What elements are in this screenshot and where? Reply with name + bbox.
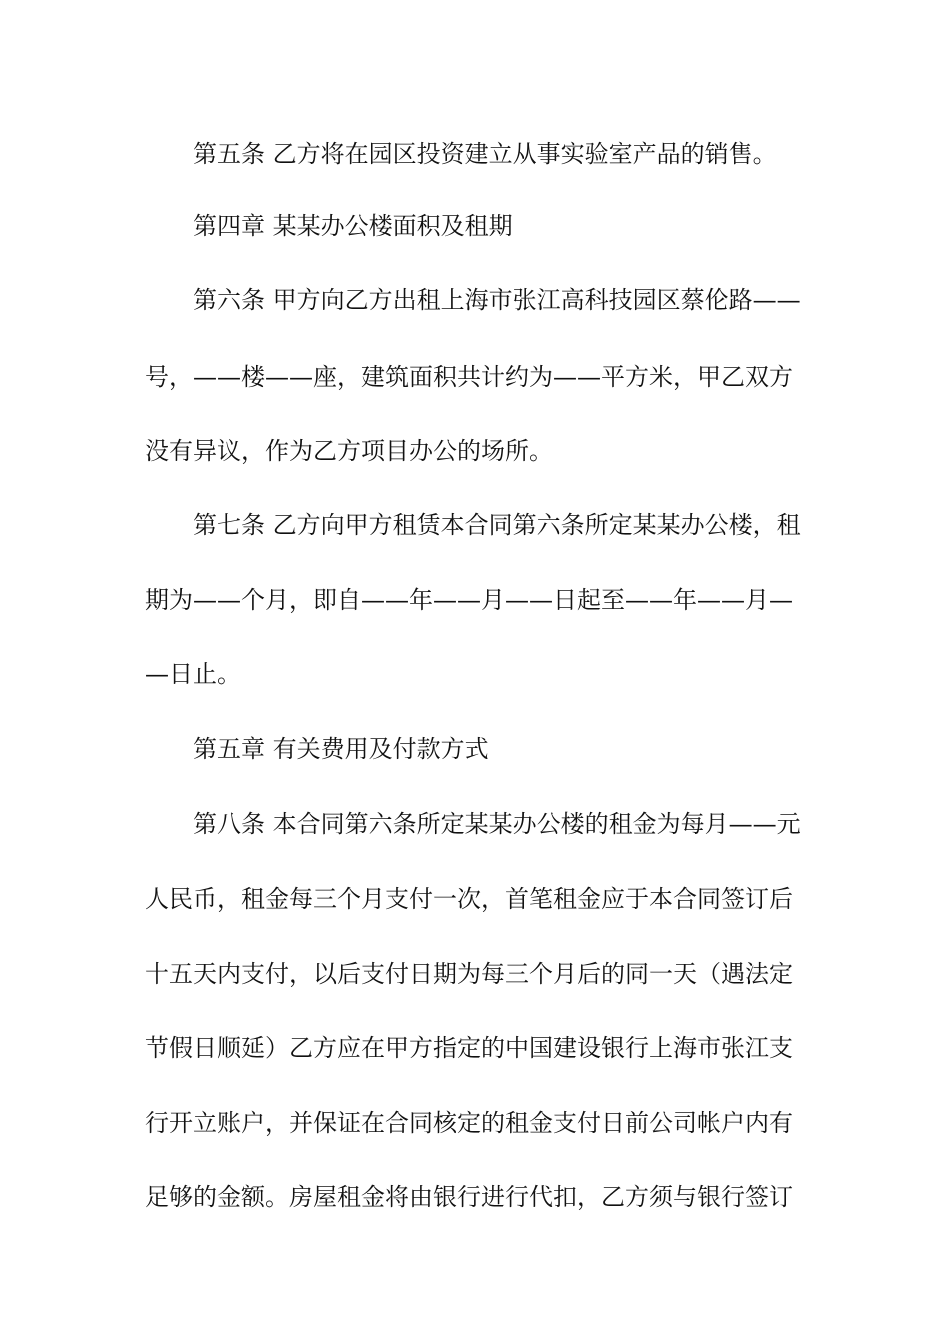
article-8-line-6: 足够的金额。房屋租金将由银行进行代扣，乙方须与银行签订	[145, 1183, 793, 1211]
article-7-line-1: 第七条 乙方向甲方租赁本合同第六条所定某某办公楼，租	[193, 511, 801, 539]
chapter-4-heading: 第四章 某某办公楼面积及租期	[193, 212, 513, 240]
article-8-line-3: 十五天内支付，以后支付日期为每三个月后的同一天（遇法定	[145, 960, 793, 988]
chapter-5-heading: 第五章 有关费用及付款方式	[193, 735, 489, 763]
article-6-line-3: 没有异议，作为乙方项目办公的场所。	[145, 437, 553, 465]
article-7-line-2: 期为——个月，即自——年——月——日起至——年——月—	[145, 586, 793, 614]
article-6-line-2: 号，——楼——座，建筑面积共计约为——平方米，甲乙双方	[145, 363, 793, 391]
article-7-line-3: —日止。	[145, 660, 241, 688]
article-6-line-1: 第六条 甲方向乙方出租上海市张江高科技园区蔡伦路——	[193, 286, 801, 314]
article-8-line-5: 行开立账户，并保证在合同核定的租金支付日前公司帐户内有	[145, 1109, 793, 1137]
article-8-line-2: 人民币，租金每三个月支付一次，首笔租金应于本合同签订后	[145, 885, 793, 913]
article-8-line-4: 节假日顺延）乙方应在甲方指定的中国建设银行上海市张江支	[145, 1034, 793, 1062]
article-5-line: 第五条 乙方将在园区投资建立从事实验室产品的销售。	[193, 140, 777, 168]
article-8-line-1: 第八条 本合同第六条所定某某办公楼的租金为每月——元	[193, 810, 801, 838]
